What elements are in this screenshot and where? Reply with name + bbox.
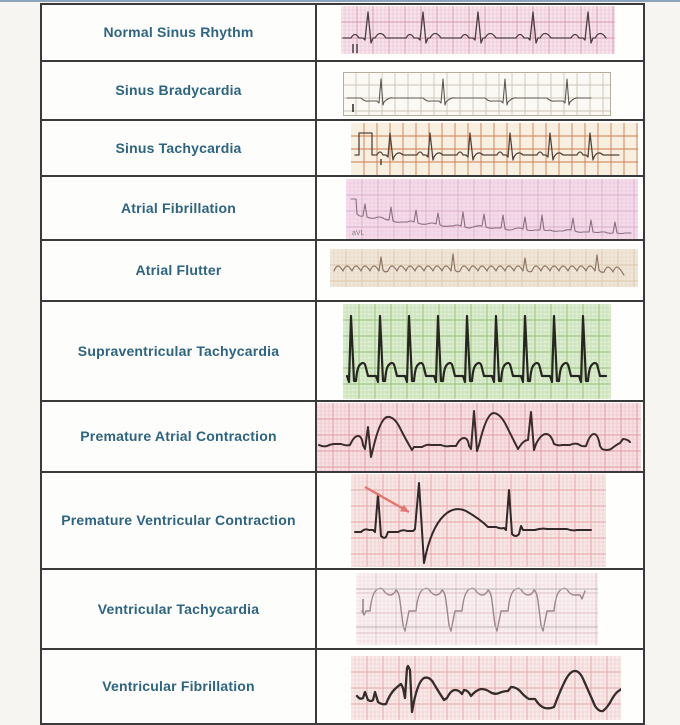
ecg-strip-svg [346, 179, 638, 239]
table-row [42, 239, 643, 300]
rhythm-label-cell [42, 241, 317, 300]
table-row [42, 471, 643, 568]
rhythm-label-cell [42, 473, 317, 568]
ecg-strip-cell [317, 650, 643, 723]
ecg-rhythm-table [40, 3, 645, 725]
ecg-strip-svg [343, 72, 611, 116]
rhythm-label-cell [42, 402, 317, 471]
table-row [42, 648, 643, 723]
ecg-strip-cell [317, 5, 643, 60]
rhythm-label-cell [42, 570, 317, 648]
rhythm-label-cell [42, 302, 317, 400]
table-row [42, 300, 643, 400]
ecg-strip-svg [317, 403, 641, 471]
ecg-strip-cell [317, 177, 643, 239]
rhythm-label: Normal Sinus Rhythm [103, 24, 254, 41]
table-row [42, 119, 643, 175]
table-row [42, 568, 643, 648]
rhythm-label: Supraventricular Tachycardia [77, 342, 280, 359]
rhythm-label: Ventricular Fibrillation [102, 678, 255, 695]
ecg-strip-cell [317, 402, 643, 471]
rhythm-label-cell [42, 5, 317, 60]
ecg-strip-svg [351, 474, 606, 567]
rhythm-label: Ventricular Tachycardia [97, 600, 260, 617]
ecg-strip-cell [317, 570, 643, 648]
rhythm-label: Atrial Flutter [135, 262, 222, 279]
rhythm-label-cell [42, 177, 317, 239]
ecg-strip-background [343, 72, 611, 116]
ecg-strip-svg [330, 249, 638, 287]
ecg-strip-svg [341, 6, 615, 54]
ecg-strip-cell [317, 302, 643, 400]
top-border-line [0, 0, 680, 2]
table-row [42, 175, 643, 239]
rhythm-label: Premature Ventricular Contraction [61, 512, 296, 529]
ecg-strip-background [317, 403, 641, 471]
rhythm-label-cell [42, 121, 317, 175]
ecg-strip-cell [317, 241, 643, 300]
lead-label: aVL [352, 230, 365, 237]
table-row [42, 60, 643, 119]
ecg-strip-svg [351, 656, 621, 720]
rhythm-label: Atrial Fibrillation [120, 199, 237, 216]
ecg-strip-cell [317, 121, 643, 175]
ecg-strip-svg [351, 123, 638, 175]
ecg-strip-cell [317, 473, 643, 568]
ecg-strip-svg [356, 573, 598, 645]
ecg-strip-cell [317, 62, 643, 119]
ecg-strip-background [351, 474, 606, 567]
rhythm-label: Sinus Bradycardia [115, 82, 242, 99]
rhythm-label-cell [42, 650, 317, 723]
table-row [42, 400, 643, 471]
rhythm-label: Sinus Tachycardia [115, 139, 242, 156]
ecg-strip-svg [343, 304, 611, 399]
table-row [42, 5, 643, 60]
rhythm-label: Premature Atrial Contraction [80, 428, 277, 445]
rhythm-label-cell [42, 62, 317, 119]
